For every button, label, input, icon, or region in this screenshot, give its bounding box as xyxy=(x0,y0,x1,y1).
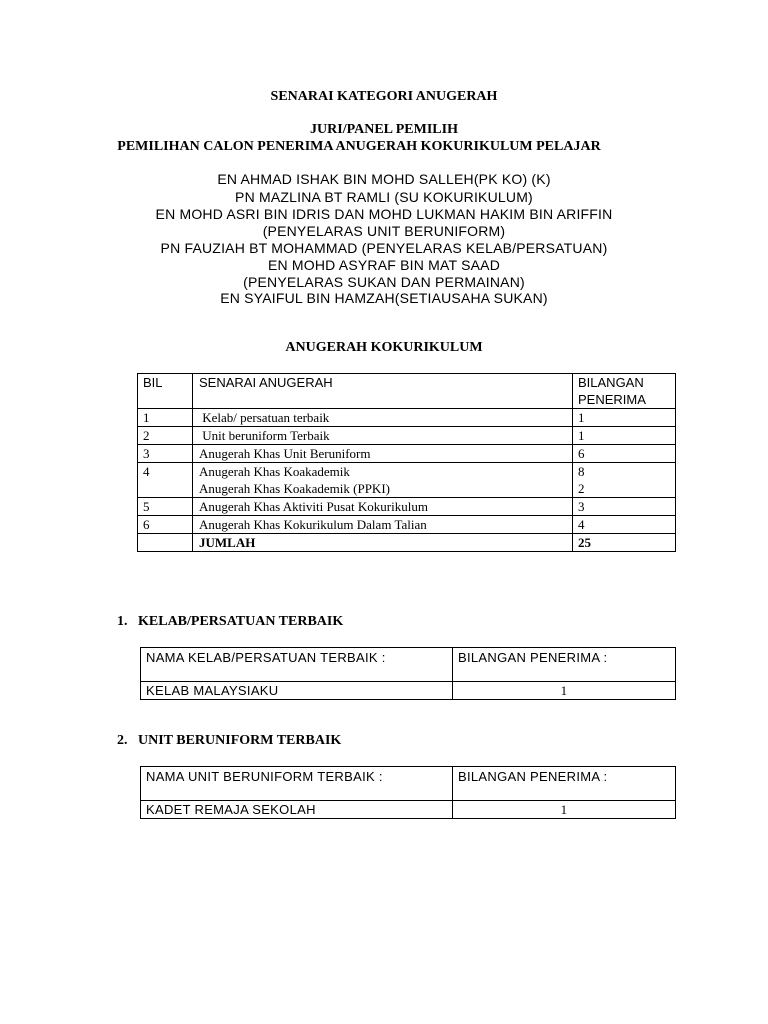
row-award-name: Unit beruniform Terbaik xyxy=(193,427,573,445)
section-number: 1. xyxy=(117,614,128,629)
table-row xyxy=(138,498,676,516)
table-header-row xyxy=(138,374,676,409)
row-award-names xyxy=(193,463,573,498)
row-award-name: Anugerah Khas Aktiviti Pusat Kokurikulum xyxy=(193,498,573,516)
total-row xyxy=(138,534,676,552)
table-row xyxy=(138,516,676,534)
row-count: 6 xyxy=(573,445,676,463)
row-count: 1 xyxy=(573,409,676,427)
row-count: 4 xyxy=(573,516,676,534)
total-bil-empty xyxy=(138,534,193,552)
header-count-line: BILANGAN xyxy=(578,375,644,390)
table-row xyxy=(138,427,676,445)
row-bil: 2 xyxy=(138,427,193,445)
panel-title: JURI/PANEL PEMILIH xyxy=(310,122,458,137)
club-name-value: KELAB MALAYSIAKU xyxy=(141,682,453,700)
table-row xyxy=(141,801,676,819)
row-bil: 4 xyxy=(138,463,193,498)
row-bil: 1 xyxy=(138,409,193,427)
total-label: JUMLAH xyxy=(193,534,573,552)
row-bil: 6 xyxy=(138,516,193,534)
panel-member-line: (PENYELARAS UNIT BERUNIFORM) xyxy=(262,223,506,239)
panel-member-line: EN MOHD ASYRAF BIN MAT SAAD xyxy=(267,257,501,273)
row-award-name: Anugerah Khas Koakademik xyxy=(199,464,350,479)
row-count: 1 xyxy=(573,427,676,445)
row-bil: 5 xyxy=(138,498,193,516)
section-title: KELAB/PERSATUAN TERBAIK xyxy=(138,614,344,629)
table-row xyxy=(138,463,676,498)
col-unit-name: NAMA UNIT BERUNIFORM TERBAIK : xyxy=(141,767,453,801)
row-bil: 3 xyxy=(138,445,193,463)
panel-member-line: EN AHMAD ISHAK BIN MOHD SALLEH(PK KO) (K) xyxy=(217,171,551,187)
unit-name-value: KADET REMAJA SEKOLAH xyxy=(141,801,453,819)
header-bil: BIL xyxy=(138,374,193,409)
col-club-name: NAMA KELAB/PERSATUAN TERBAIK : xyxy=(141,648,453,682)
table-row xyxy=(141,682,676,700)
header-recipient-count xyxy=(573,374,676,409)
panel-member-line: PN MAZLINA BT RAMLI (SU KOKURIKULUM) xyxy=(235,189,533,205)
col-recipient-count: BILANGAN PENERIMA : xyxy=(453,767,676,801)
total-value: 25 xyxy=(573,534,676,552)
panel-member-line: (PENYELARAS SUKAN DAN PERMAINAN) xyxy=(243,274,525,290)
section-title: UNIT BERUNIFORM TERBAIK xyxy=(138,733,342,748)
row-count: 3 xyxy=(573,498,676,516)
section-number: 2. xyxy=(117,733,128,748)
panel-member-line: PN FAUZIAH BT MOHAMMAD (PENYELARAS KELAB/PERSATUAN) xyxy=(160,240,608,256)
table-row xyxy=(138,409,676,427)
recipient-count-value: 1 xyxy=(453,801,676,819)
section-header-row xyxy=(141,648,676,682)
recipient-count-value: 1 xyxy=(453,682,676,700)
row-award-name: Anugerah Khas Kokurikulum Dalam Talian xyxy=(193,516,573,534)
section-2-table xyxy=(140,766,676,819)
panel-member-line: EN SYAIFUL BIN HAMZAH(SETIAUSAHA SUKAN) xyxy=(220,290,548,306)
section-1-table xyxy=(140,647,676,700)
awards-title: ANUGERAH KOKURIKULUM xyxy=(285,340,483,355)
panel-member-line: EN MOHD ASRI BIN IDRIS DAN MOHD LUKMAN HAKIM BIN ARIFFIN xyxy=(155,206,613,222)
row-count: 8 xyxy=(578,464,585,479)
section-2-heading xyxy=(117,733,341,749)
col-recipient-count: BILANGAN PENERIMA : xyxy=(453,648,676,682)
document-subtitle: PEMILIHAN CALON PENERIMA ANUGERAH KOKURIKULUM PELAJAR xyxy=(117,139,601,154)
row-count: 2 xyxy=(578,481,585,496)
row-award-name: Kelab/ persatuan terbaik xyxy=(193,409,573,427)
row-counts xyxy=(573,463,676,498)
table-row xyxy=(138,445,676,463)
header-count-line: PENERIMA xyxy=(578,392,646,407)
row-award-name: Anugerah Khas Koakademik (PPKI) xyxy=(199,481,390,496)
header-award-list: SENARAI ANUGERAH xyxy=(193,374,573,409)
row-award-name: Anugerah Khas Unit Beruniform xyxy=(193,445,573,463)
section-1-heading xyxy=(117,614,343,630)
document-title: SENARAI KATEGORI ANUGERAH xyxy=(270,89,498,104)
section-header-row xyxy=(141,767,676,801)
awards-table xyxy=(137,373,676,552)
